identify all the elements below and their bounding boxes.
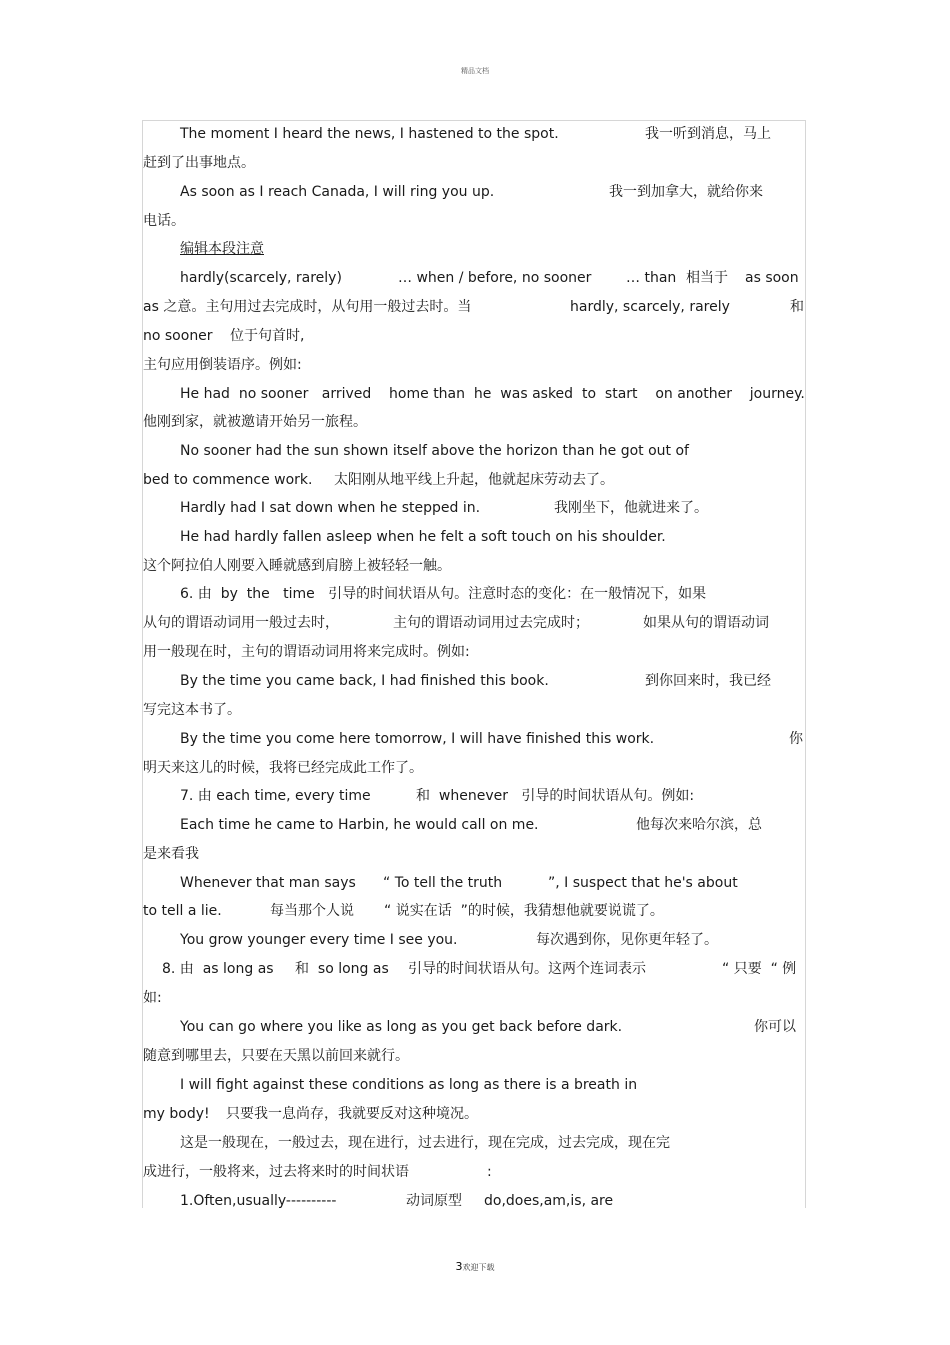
text-line: 和 so long as [295, 961, 389, 977]
text-line: hardly(scarcely, rarely) [180, 270, 342, 286]
text-line: as 之意。主句用过去完成时，从句用一般过去时。当 [143, 299, 472, 315]
text-line: 太阳刚从地平线上升起，他就起床劳动去了。 [334, 472, 614, 488]
text-line: 你可以 [754, 1019, 796, 1035]
text-line: No sooner had the sun shown itself above the horizon than he got out of [180, 443, 689, 459]
text-line: 动词原型 [406, 1193, 462, 1209]
text-line: 他刚到家，就被邀请开始另一旅程。 [143, 414, 367, 430]
page-footer [0, 1260, 950, 1273]
text-line: By the time you come here tomorrow, I will have finished this work. [180, 731, 655, 747]
text-line: do,does,am,is, are [484, 1193, 614, 1209]
text-line: He had hardly fallen asleep when he felt a soft touch on his shoulder. [180, 529, 666, 545]
text-line: You can go where you like as long as you get back before dark. [180, 1019, 623, 1035]
text-line: 相当于 [686, 270, 728, 286]
text-line: 到你回来时，我已经 [645, 673, 771, 689]
text-line: to tell a lie. [143, 903, 222, 919]
text-line: no sooner [143, 328, 213, 344]
text-line: 如果从句的谓语动词 [643, 615, 769, 631]
text-line: 用一般现在时，主句的谓语动词用将来完成时。例如: [143, 644, 470, 660]
text-line: … than [626, 270, 677, 286]
text-line: ”, I suspect that he's about [548, 875, 738, 891]
text-line: 位于句首时, [230, 328, 305, 344]
text-line: 7. 由 each time, every time [180, 788, 371, 804]
text-line: Each time he came to Harbin, he would call on me. [180, 817, 539, 833]
text-line: 从句的谓语动词用一般过去时， [143, 615, 339, 631]
text-line: Hardly had I sat down when he stepped in. [180, 500, 481, 516]
text-line: I will fight against these conditions as long as there is a breath in [180, 1077, 638, 1093]
text-line: 每当那个人说 [270, 903, 354, 919]
text-line: as soon [745, 270, 799, 286]
text-line: 我刚坐下，他就进来了。 [554, 500, 708, 516]
text-line: 电话。 [143, 213, 185, 229]
text-line: : [487, 1164, 492, 1180]
text-line: 主句的谓语动词用过去完成时； [393, 615, 589, 631]
text-line: 他每次来哈尔滨，总 [636, 817, 762, 833]
text-line: 1.Often,usually---------- [180, 1193, 337, 1209]
text-line: 赶到了出事地点。 [143, 155, 255, 171]
text-line: hardly, scarcely, rarely [570, 299, 730, 315]
text-line: … when / before, no sooner [398, 270, 592, 286]
text-line: The moment I heard the news, I hastened to the spot. [180, 126, 559, 142]
text-line: 这个阿拉伯人刚要入睡就感到肩膀上被轻轻一触。 [143, 558, 451, 574]
text-line: 我一听到消息，马上 [645, 126, 771, 142]
text-line: He had no sooner arrived home than he was asked to start on another journey. [180, 386, 805, 402]
text-line: 6. 由 by the time 引导的时间状语从句。注意时态的变化：在一般情况下，如果 [180, 586, 707, 602]
page-header: 精品文档 [461, 67, 489, 75]
text-line: 每次遇到你，见你更年轻了。 [536, 932, 718, 948]
text-line: 和 [790, 299, 804, 315]
text-line: 成进行，一般将来，过去将来时的时间状语 [143, 1164, 409, 1180]
text-line: 如: [143, 990, 162, 1006]
text-line: You grow younger every time I see you. [180, 932, 458, 948]
text-line: my body! [143, 1106, 210, 1122]
section-link[interactable]: 编辑本段注意 [180, 241, 264, 257]
text-line: “ 只要 “ 例 [722, 961, 797, 977]
text-line: 明天来这儿的时候，我将已经完成此工作了。 [143, 760, 423, 776]
text-line: 是来看我 [143, 846, 199, 862]
footer-text: 欢迎下载 [462, 1263, 495, 1272]
text-line: 随意到哪里去，只要在天黑以前回来就行。 [143, 1048, 409, 1064]
text-line: 引导的时间状语从句。这两个连词表示 [408, 961, 646, 977]
text-line: 8. 由 as long as [162, 961, 274, 977]
text-line: 主句应用倒装语序。例如: [143, 357, 302, 373]
text-line: 写完这本书了。 [143, 702, 241, 718]
text-line: “ To tell the truth [383, 875, 503, 891]
text-line: 只要我一息尚存，我就要反对这种境况。 [226, 1106, 478, 1122]
text-line: 这是一般现在，一般过去，现在进行，过去进行，现在完成，过去完成，现在完 [180, 1135, 670, 1151]
text-line: 你 [789, 731, 803, 747]
text-line: By the time you came back, I had finished this book. [180, 673, 549, 689]
text-line: As soon as I reach Canada, I will ring you up. [180, 184, 495, 200]
text-line: 我一到加拿大，就给你来 [609, 184, 763, 200]
text-line: Whenever that man says [180, 875, 356, 891]
text-line: 和 whenever 引导的时间状语从句。例如: [416, 788, 695, 804]
page-number: 3 [455, 1260, 463, 1273]
text-line: bed to commence work. [143, 472, 313, 488]
text-line: “ 说实在话 ”的时候，我猜想他就要说谎了。 [384, 903, 664, 919]
